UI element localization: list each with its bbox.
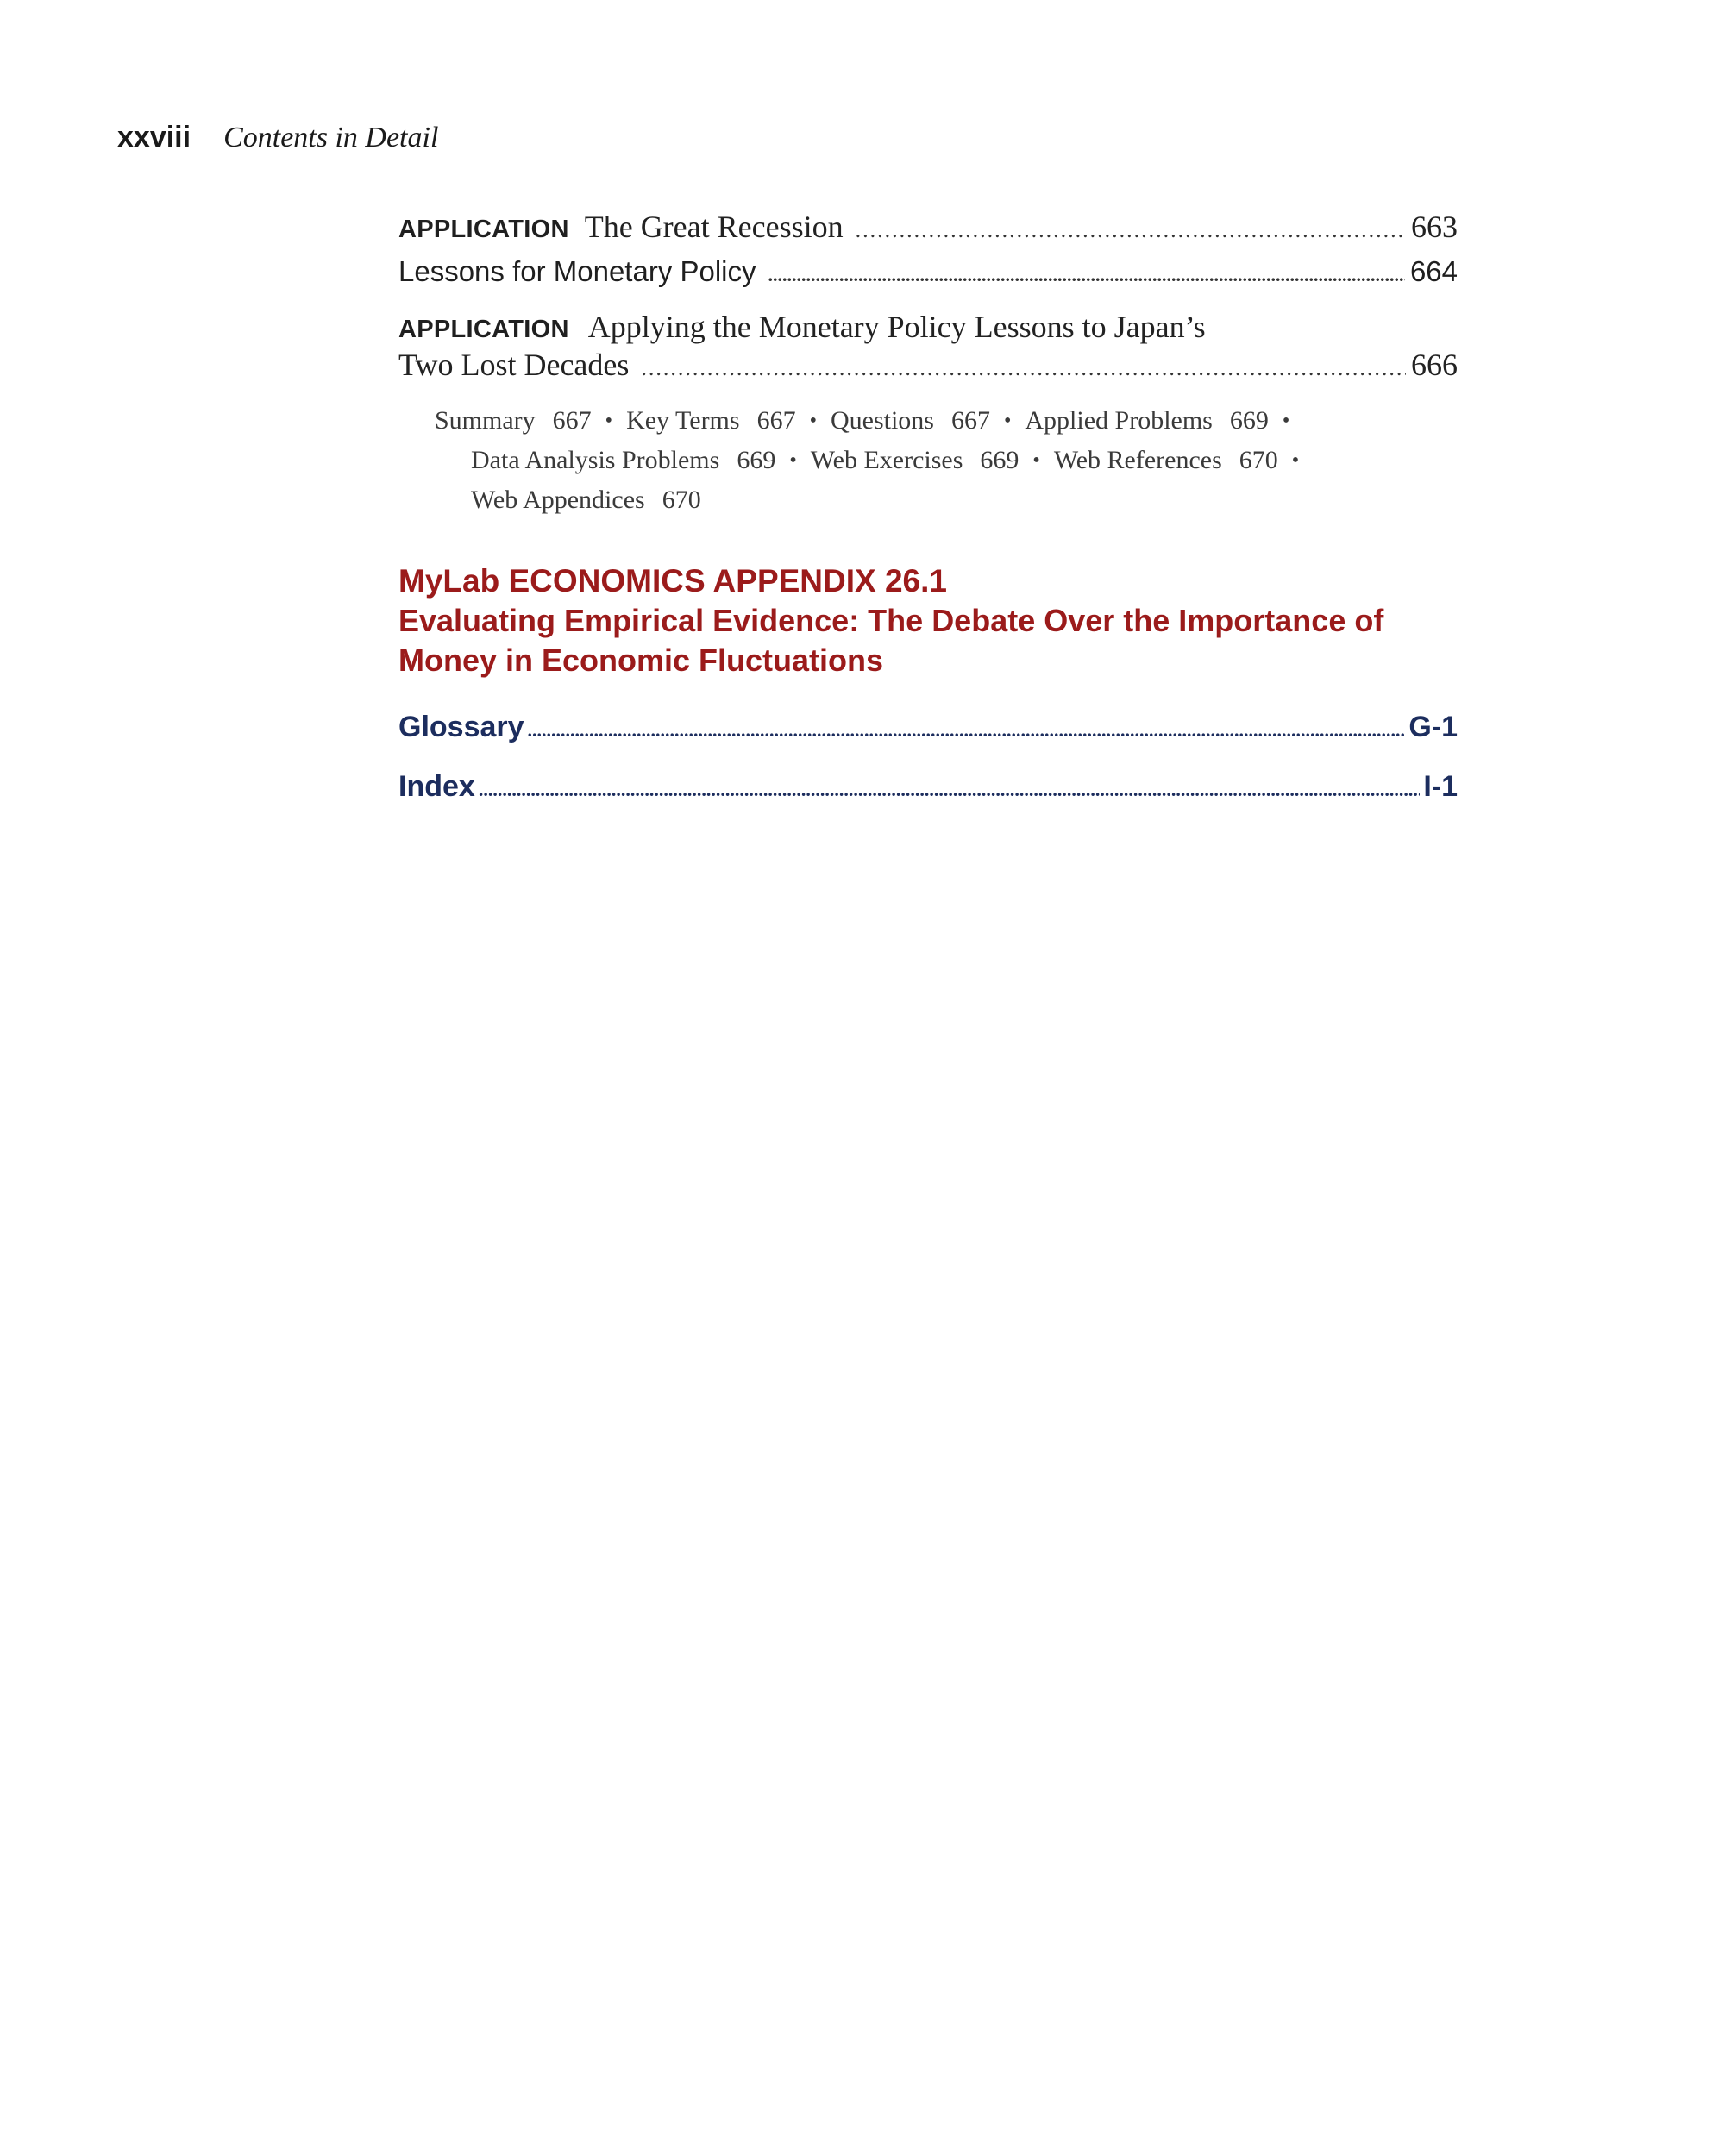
toc-entry-page: 666 <box>1411 348 1458 382</box>
endmatter-item[interactable]: Web References 670 <box>1053 446 1278 474</box>
dot-leader <box>856 217 1406 243</box>
bullet-separator: • <box>1032 449 1040 472</box>
running-head <box>117 121 438 154</box>
toc-entry-page: 663 <box>1411 210 1458 244</box>
appendix-heading: MyLab ECONOMICS APPENDIX 26.1 <box>398 563 947 599</box>
bullet-separator: • <box>789 449 797 472</box>
dot-leader <box>768 264 1405 286</box>
chapter-endmatter-list <box>435 402 1435 518</box>
endmatter-item[interactable]: Web Appendices 670 <box>471 486 701 514</box>
endmatter-item[interactable]: Data Analysis Problems 669 <box>471 446 776 474</box>
endmatter-item[interactable]: Applied Problems 669 <box>1025 406 1269 435</box>
bullet-separator: • <box>1282 410 1290 432</box>
page-number: xxviii <box>117 121 191 154</box>
toc-entry-title-line2: Two Lost Decades <box>398 348 630 382</box>
toc-entry-title: Lessons for Monetary Policy <box>398 255 756 287</box>
running-head-title: Contents in Detail <box>223 122 439 154</box>
application-label: APPLICATION <box>398 316 569 343</box>
endmatter-item[interactable]: Summary 667 <box>435 406 592 435</box>
toc-entry-title: Glossary <box>398 711 524 743</box>
bullet-separator: • <box>605 410 613 432</box>
dot-leader <box>479 779 1421 801</box>
toc-entry-title: The Great Recession <box>584 210 844 244</box>
toc-entry-index[interactable] <box>398 770 1458 804</box>
endmatter-item[interactable]: Questions 667 <box>830 406 990 435</box>
toc-entry-lessons-monetary-policy[interactable] <box>398 255 1458 288</box>
endmatter-item[interactable]: Web Exercises 669 <box>810 446 1019 474</box>
toc-entry-title-line1: Applying the Monetary Policy Lessons to Japan’s <box>587 310 1206 344</box>
toc-entry-page: I-1 <box>1423 770 1458 803</box>
endmatter-item[interactable]: Key Terms 667 <box>626 406 796 435</box>
appendix-title-line2: Money in Economic Fluctuations <box>398 642 884 678</box>
toc-entry-page: G-1 <box>1408 711 1458 743</box>
endmatter-line <box>435 402 1435 442</box>
toc-entry-glossary[interactable] <box>398 711 1458 744</box>
mylab-appendix[interactable] <box>398 561 1458 680</box>
appendix-title-line1: Evaluating Empirical Evidence: The Debate Over the Importance of <box>398 603 1384 638</box>
toc-entry-great-recession[interactable] <box>398 209 1458 245</box>
dot-leader <box>641 355 1406 381</box>
bullet-separator: • <box>809 410 817 432</box>
application-label: APPLICATION <box>398 216 569 243</box>
toc-entry-title: Index <box>398 770 475 803</box>
toc-entry-page: 664 <box>1409 255 1458 287</box>
bullet-separator: • <box>1003 410 1012 432</box>
bullet-separator: • <box>1291 449 1300 472</box>
endmatter-line <box>435 442 1435 481</box>
dot-leader <box>528 719 1406 742</box>
toc-entry-japan-line1[interactable] <box>398 309 1206 345</box>
table-of-contents <box>398 0 1458 2156</box>
endmatter-line <box>435 481 1435 518</box>
toc-entry-japan-line2[interactable] <box>398 347 1458 383</box>
